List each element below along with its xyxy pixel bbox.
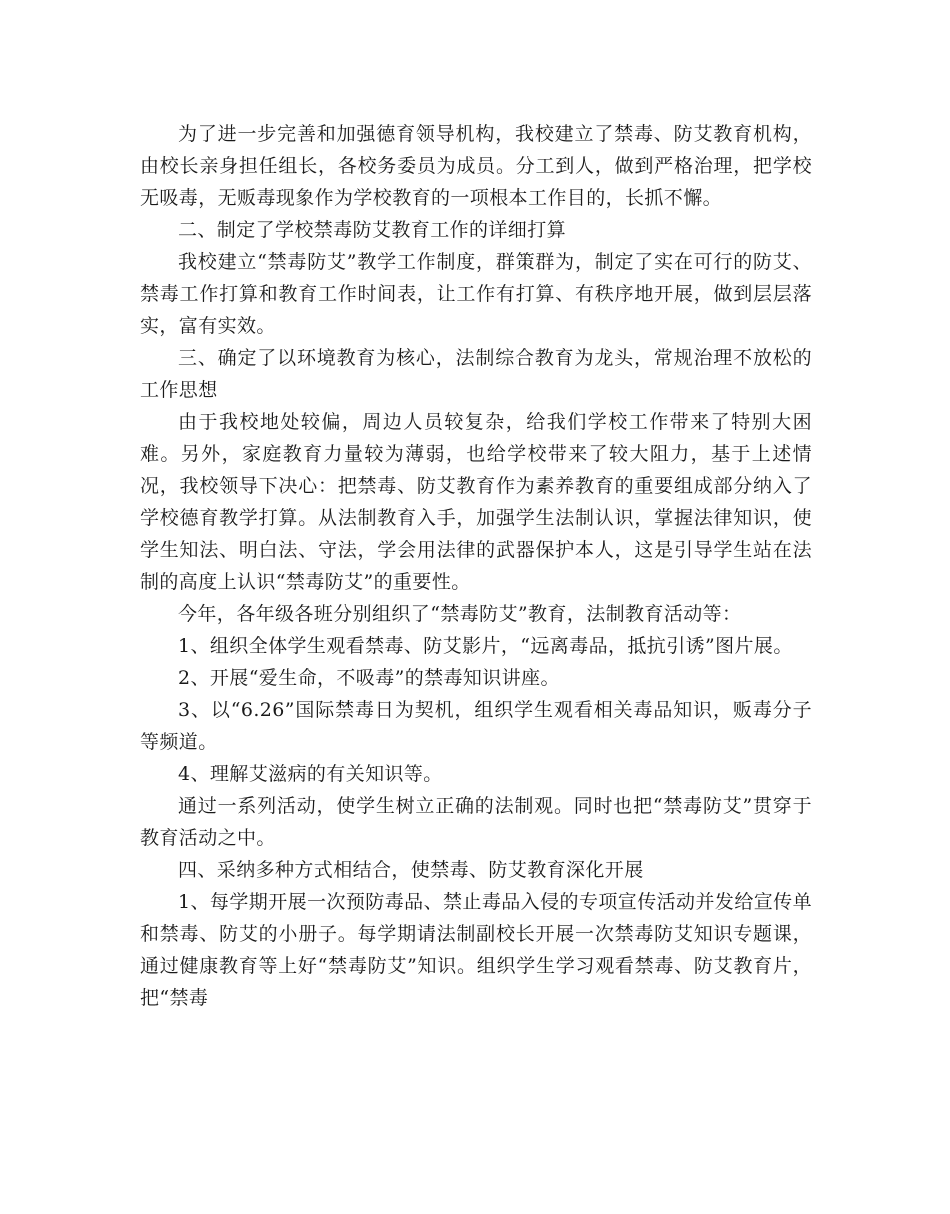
paragraph-summary: 通过一系列活动，使学生树立正确的法制观。同时也把“禁毒防艾”贯穿于教育活动之中。 — [140, 795, 812, 849]
list-item-2: 2、开展“爱生命，不吸毒”的禁毒知识讲座。 — [178, 667, 560, 689]
document-body — [140, 118, 812, 1014]
list-item-3: 3、以“6.26”国际禁毒日为契机，组织学生观看相关毒品知识，贩毒分子等频道。 — [140, 699, 812, 753]
paragraph-background: 由于我校地处较偏，周边人员较复杂，给我们学校工作带来了特别大困难。另外，家庭教育力量较为薄弱，也给学校带来了较大阻力，基于上述情况，我校领导下决心：把禁毒、防艾教育作为素养教育的重要组成部分纳入了学校德育教学打算。从法制教育入手，加强学生法制认识，掌握法律知识，使学生知法、明白法、守法，学会用法律的武器保护本人，这是引导学生站在法制的高度上认识“禁毒防艾”的重要性。 — [140, 411, 812, 593]
paragraph-intro: 为了进一步完善和加强德育领导机构，我校建立了禁毒、防艾教育机构，由校长亲身担任组长，各校务委员为成员。分工到人，做到严格治理，把学校无吸毒，无贩毒现象作为学校教育的一项根本工作目的，长抓不懈。 — [140, 123, 812, 209]
section-heading-2: 二、制定了学校禁毒防艾教育工作的详细打算 — [178, 219, 567, 241]
paragraph-method-1: 1、每学期开展一次预防毒品、禁止毒品入侵的专项宣传活动并发给宣传单和禁毒、防艾的小册子。每学期请法制副校长开展一次禁毒防艾知识专题课，通过健康教育等上好“禁毒防艾”知识。组织学生学习观看禁毒、防艾教育片，把“禁毒 — [140, 891, 812, 1009]
paragraph-activities-intro: 今年，各年级各班分别组织了“禁毒防艾”教育，法制教育活动等： — [178, 603, 742, 625]
section-heading-4: 四、采纳多种方式相结合，使禁毒、防艾教育深化开展 — [178, 859, 644, 881]
list-item-1: 1、组织全体学生观看禁毒、防艾影片，“远离毒品，抵抗引诱”图片展。 — [178, 635, 793, 657]
list-item-4: 4、理解艾滋病的有关知识等。 — [178, 763, 443, 785]
section-heading-3: 三、确定了以环境教育为核心，法制综合教育为龙头，常规治理不放松的工作思想 — [140, 347, 812, 401]
paragraph-plan: 我校建立“禁毒防艾”教学工作制度，群策群为，制定了实在可行的防艾、禁毒工作打算和教育工作时间表，让工作有打算、有秩序地开展，做到层层落实，富有实效。 — [140, 251, 812, 337]
